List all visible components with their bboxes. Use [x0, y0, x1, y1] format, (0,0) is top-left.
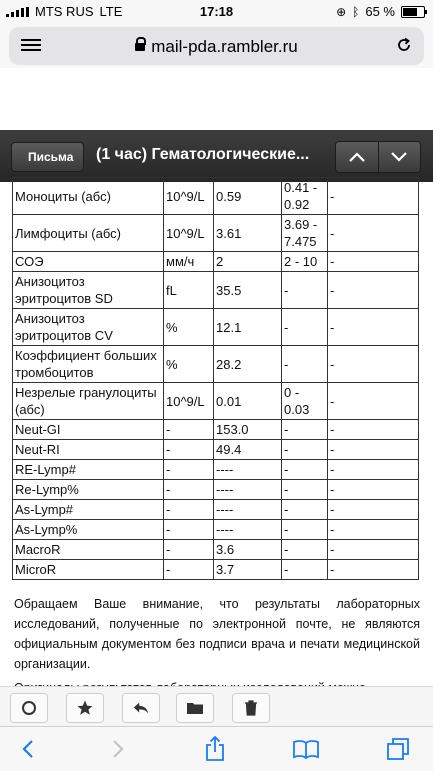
table-row — [13, 500, 419, 520]
cell-range: - — [282, 309, 328, 346]
cell-name: MicroR — [13, 560, 164, 580]
letter-body[interactable] — [0, 182, 433, 686]
browser-back-button[interactable] — [14, 737, 42, 761]
table-row — [13, 480, 419, 500]
lock-icon — [135, 43, 145, 51]
cell-value: 3.7 — [214, 560, 282, 580]
cell-flag: - — [328, 500, 419, 520]
cell-unit: - — [164, 420, 214, 440]
cell-unit: - — [164, 560, 214, 580]
table-row — [13, 215, 419, 252]
tabs-button[interactable] — [384, 737, 412, 761]
url-display[interactable] — [9, 37, 424, 57]
cell-range: 0 - 0.03 — [282, 383, 328, 420]
reply-button[interactable] — [122, 693, 160, 723]
chevron-right-icon — [112, 739, 124, 759]
cell-name: Анизоцитоз эритроцитов SD — [13, 272, 164, 309]
letter-title: (1 час) Гематологические... — [96, 146, 310, 163]
cell-name: Моноциты (абс) — [13, 178, 164, 215]
battery-percent: 65 % — [365, 4, 395, 19]
cell-name: Re-Lymp% — [13, 480, 164, 500]
cell-range: 2 - 10 — [282, 252, 328, 272]
address-bar-area — [0, 22, 433, 68]
share-icon — [205, 736, 225, 762]
cell-unit: - — [164, 500, 214, 520]
cell-unit: - — [164, 460, 214, 480]
cell-range: - — [282, 520, 328, 540]
cell-name: Neut-GI — [13, 420, 164, 440]
cell-range: - — [282, 540, 328, 560]
cell-value: ---- — [214, 500, 282, 520]
cell-name: MacroR — [13, 540, 164, 560]
cell-flag: - — [328, 440, 419, 460]
cell-flag: - — [328, 540, 419, 560]
cell-name: Анизоцитоз эритроцитов CV — [13, 309, 164, 346]
table-row — [13, 383, 419, 420]
mail-actions-bar — [0, 686, 433, 727]
table-row — [13, 520, 419, 540]
cell-name: Neut-RI — [13, 440, 164, 460]
delete-button[interactable] — [232, 693, 270, 723]
address-bar[interactable] — [9, 27, 424, 65]
status-bar — [0, 0, 433, 22]
cell-flag: - — [328, 346, 419, 383]
book-icon — [293, 739, 319, 759]
cell-flag: - — [328, 309, 419, 346]
cell-name: As-Lymp# — [13, 500, 164, 520]
cell-name: СОЭ — [13, 252, 164, 272]
cell-unit: 10^9/L — [164, 178, 214, 215]
bluetooth-icon: ᛒ — [352, 4, 360, 19]
cell-value: 153.0 — [214, 420, 282, 440]
cell-unit: 10^9/L — [164, 383, 214, 420]
circle-icon — [21, 700, 37, 716]
table-row — [13, 178, 419, 215]
cell-range: 0.41 - 0.92 — [282, 178, 328, 215]
url-text: mail-pda.rambler.ru — [151, 37, 298, 56]
cell-flag: - — [328, 560, 419, 580]
cell-value: 49.4 — [214, 440, 282, 460]
cell-unit: - — [164, 520, 214, 540]
chevron-left-icon — [22, 739, 34, 759]
cell-range: 3.69 - 7.475 — [282, 215, 328, 252]
disclaimer-paragraph-1: Обращаем Ваше внимание, что результаты лабораторных исследований, полученные по электронной почте, не являются официальным документом без подписи врача и печати медицинской организации. — [14, 597, 420, 671]
cell-value: 28.2 — [214, 346, 282, 383]
carrier-name: MTS RUS — [35, 4, 94, 19]
cell-value: 35.5 — [214, 272, 282, 309]
cell-range: - — [282, 480, 328, 500]
cell-flag: - — [328, 460, 419, 480]
next-letter-button[interactable] — [378, 142, 421, 172]
cell-flag: - — [328, 420, 419, 440]
cell-flag: - — [328, 252, 419, 272]
orientation-lock-icon: ⊕ — [336, 4, 347, 19]
cell-flag: - — [328, 215, 419, 252]
previous-letter-button[interactable] — [336, 142, 378, 172]
cell-name: Незрелые гранулоциты (абс) — [13, 383, 164, 420]
table-row — [13, 309, 419, 346]
trash-icon — [244, 700, 258, 716]
cell-value: 12.1 — [214, 309, 282, 346]
cell-range: - — [282, 560, 328, 580]
bookmarks-button[interactable] — [292, 737, 320, 761]
cell-unit: - — [164, 540, 214, 560]
cell-value: ---- — [214, 480, 282, 500]
cell-value: 3.6 — [214, 540, 282, 560]
browser-toolbar — [0, 726, 433, 771]
cell-range: - — [282, 500, 328, 520]
mark-read-button[interactable] — [10, 693, 48, 723]
cell-value: 0.01 — [214, 383, 282, 420]
table-row — [13, 560, 419, 580]
star-icon — [76, 699, 94, 717]
cell-flag: - — [328, 480, 419, 500]
folder-icon — [186, 701, 204, 715]
cell-value: 0.59 — [214, 178, 282, 215]
star-button[interactable] — [66, 693, 104, 723]
cell-unit: % — [164, 309, 214, 346]
back-to-letters-button[interactable]: Письма — [11, 142, 84, 172]
cell-unit: fL — [164, 272, 214, 309]
chevron-down-icon — [391, 152, 407, 162]
cell-unit: 10^9/L — [164, 215, 214, 252]
chevron-up-icon — [349, 152, 365, 162]
table-row — [13, 460, 419, 480]
cell-flag: - — [328, 272, 419, 309]
cell-range: - — [282, 272, 328, 309]
cell-name: Лимфоциты (абс) — [13, 215, 164, 252]
cell-range: - — [282, 440, 328, 460]
table-row — [13, 420, 419, 440]
table-row — [13, 346, 419, 383]
cell-range: - — [282, 420, 328, 440]
reply-icon — [132, 700, 150, 716]
mail-header — [0, 130, 433, 182]
battery-icon — [401, 6, 425, 18]
cell-unit: - — [164, 480, 214, 500]
cell-flag: - — [328, 383, 419, 420]
move-to-folder-button[interactable] — [176, 693, 214, 723]
clock: 17:18 — [199, 4, 234, 19]
letter-navigation — [335, 141, 421, 173]
cell-value: 2 — [214, 252, 282, 272]
table-row — [13, 540, 419, 560]
browser-forward-button[interactable] — [104, 737, 132, 761]
cell-flag: - — [328, 520, 419, 540]
cell-unit: мм/ч — [164, 252, 214, 272]
results-table — [12, 177, 419, 580]
table-row — [13, 440, 419, 460]
cell-value: ---- — [214, 460, 282, 480]
cell-unit: % — [164, 346, 214, 383]
cell-range: - — [282, 460, 328, 480]
network-type: LTE — [99, 4, 123, 19]
tabs-icon — [386, 737, 410, 761]
table-row — [13, 272, 419, 309]
status-right — [336, 4, 425, 19]
share-button[interactable] — [201, 737, 229, 761]
reload-icon[interactable] — [396, 37, 412, 53]
cell-value: 3.61 — [214, 215, 282, 252]
table-row — [13, 252, 419, 272]
cell-name: RE-Lymp# — [13, 460, 164, 480]
cell-name: Коэффициент больших тромбоцитов — [13, 346, 164, 383]
cell-value: ---- — [214, 520, 282, 540]
cell-unit: - — [164, 440, 214, 460]
cell-flag: - — [328, 178, 419, 215]
cell-name: As-Lymp% — [13, 520, 164, 540]
cell-range: - — [282, 346, 328, 383]
